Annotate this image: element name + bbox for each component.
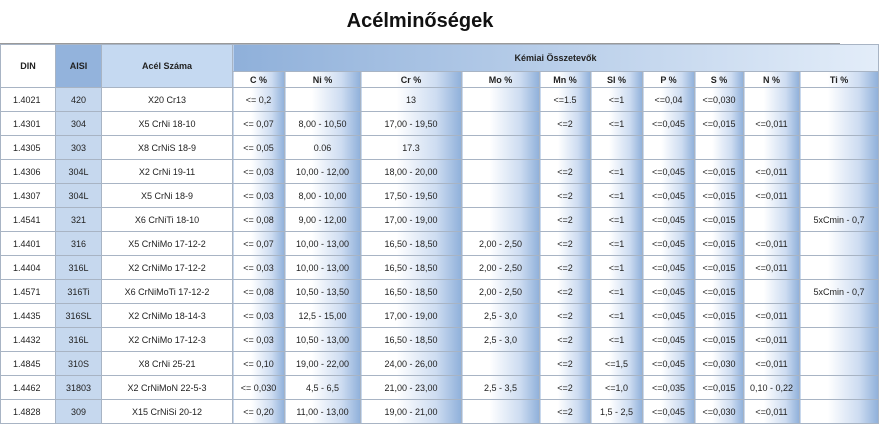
cell-p: <=0,045 xyxy=(643,304,695,328)
cell-ni: 10,00 - 13,00 xyxy=(285,256,361,280)
cell-mo xyxy=(462,184,540,208)
cell-si: <=1 xyxy=(591,256,643,280)
cell-ni: 10,00 - 13,00 xyxy=(285,232,361,256)
cell-cr: 21,00 - 23,00 xyxy=(361,376,462,400)
cell-cr: 16,50 - 18,50 xyxy=(361,280,462,304)
cell-si: <=1,5 xyxy=(591,352,643,376)
cell-cr: 17,00 - 19,00 xyxy=(361,304,462,328)
cell-si: <=1 xyxy=(591,232,643,256)
cell-n: <=0,011 xyxy=(744,304,800,328)
cell-mo xyxy=(462,88,540,112)
cell-ti: 5xCmin - 0,7 xyxy=(800,208,879,232)
cell-acel-szama: X15 CrNiSi 20-12 xyxy=(102,400,233,424)
cell-aisi: 316L xyxy=(56,328,102,352)
cell-ni: 10,00 - 12,00 xyxy=(285,160,361,184)
cell-acel-szama: X8 CrNi 25-21 xyxy=(102,352,233,376)
col-header-element: N % xyxy=(744,72,800,88)
col-header-element: SI % xyxy=(591,72,643,88)
cell-ti xyxy=(800,136,879,160)
cell-s: <=0,015 xyxy=(695,208,744,232)
cell-ti xyxy=(800,256,879,280)
cell-mn: <=1.5 xyxy=(540,88,591,112)
cell-c: <= 0,03 xyxy=(233,304,285,328)
cell-acel-szama: X5 CrNiMo 17-12-2 xyxy=(102,232,233,256)
cell-mn: <=2 xyxy=(540,184,591,208)
cell-s: <=0,015 xyxy=(695,256,744,280)
cell-cr: 17,50 - 19,50 xyxy=(361,184,462,208)
cell-ni: 0.06 xyxy=(285,136,361,160)
cell-si: <=1 xyxy=(591,328,643,352)
cell-acel-szama: X5 CrNi 18-10 xyxy=(102,112,233,136)
cell-aisi: 316L xyxy=(56,256,102,280)
cell-s: <=0,030 xyxy=(695,352,744,376)
cell-cr: 16,50 - 18,50 xyxy=(361,256,462,280)
cell-si xyxy=(591,136,643,160)
cell-p: <=0,045 xyxy=(643,328,695,352)
cell-acel-szama: X2 CrNiMoN 22-5-3 xyxy=(102,376,233,400)
cell-mn: <=2 xyxy=(540,160,591,184)
cell-mo xyxy=(462,352,540,376)
cell-ti xyxy=(800,232,879,256)
cell-aisi: 310S xyxy=(56,352,102,376)
cell-aisi: 316Ti xyxy=(56,280,102,304)
cell-n: <=0,011 xyxy=(744,400,800,424)
cell-aisi: 31803 xyxy=(56,376,102,400)
table-row xyxy=(1,184,879,208)
cell-si: 1,5 - 2,5 xyxy=(591,400,643,424)
col-header-aisi: AISI xyxy=(56,45,102,88)
cell-mn: <=2 xyxy=(540,304,591,328)
cell-ni: 10,50 - 13,50 xyxy=(285,280,361,304)
cell-mn: <=2 xyxy=(540,400,591,424)
cell-cr: 17.3 xyxy=(361,136,462,160)
cell-aisi: 303 xyxy=(56,136,102,160)
cell-ni: 8,00 - 10,00 xyxy=(285,184,361,208)
col-header-element: Mn % xyxy=(540,72,591,88)
cell-acel-szama: X2 CrNiMo 17-12-2 xyxy=(102,256,233,280)
cell-acel-szama: X20 Cr13 xyxy=(102,88,233,112)
cell-n xyxy=(744,208,800,232)
cell-mn xyxy=(540,136,591,160)
cell-ni: 19,00 - 22,00 xyxy=(285,352,361,376)
cell-din: 1.4845 xyxy=(1,352,56,376)
cell-s: <=0,015 xyxy=(695,376,744,400)
cell-din: 1.4432 xyxy=(1,328,56,352)
col-header-element: Ni % xyxy=(285,72,361,88)
cell-n xyxy=(744,88,800,112)
cell-s: <=0,015 xyxy=(695,112,744,136)
cell-c: <= 0,03 xyxy=(233,328,285,352)
cell-acel-szama: X5 CrNi 18-9 xyxy=(102,184,233,208)
cell-mo: 2,00 - 2,50 xyxy=(462,232,540,256)
cell-acel-szama: X2 CrNiMo 18-14-3 xyxy=(102,304,233,328)
cell-din: 1.4305 xyxy=(1,136,56,160)
cell-c: <= 0,03 xyxy=(233,160,285,184)
cell-n: <=0,011 xyxy=(744,232,800,256)
cell-acel-szama: X6 CrNiTi 18-10 xyxy=(102,208,233,232)
cell-cr: 16,50 - 18,50 xyxy=(361,328,462,352)
cell-acel-szama: X8 CrNiS 18-9 xyxy=(102,136,233,160)
cell-s: <=0,030 xyxy=(695,88,744,112)
cell-s: <=0,015 xyxy=(695,328,744,352)
col-header-din: DIN xyxy=(1,45,56,88)
cell-mo xyxy=(462,112,540,136)
cell-mo: 2,00 - 2,50 xyxy=(462,280,540,304)
cell-din: 1.4301 xyxy=(1,112,56,136)
table-row xyxy=(1,136,879,160)
col-header-acel-szama: Acél Száma xyxy=(102,45,233,88)
cell-n xyxy=(744,136,800,160)
cell-ti xyxy=(800,400,879,424)
cell-mn: <=2 xyxy=(540,232,591,256)
cell-p: <=0,045 xyxy=(643,280,695,304)
cell-aisi: 304L xyxy=(56,160,102,184)
cell-din: 1.4404 xyxy=(1,256,56,280)
cell-ti xyxy=(800,328,879,352)
cell-n: <=0,011 xyxy=(744,184,800,208)
cell-aisi: 304 xyxy=(56,112,102,136)
cell-cr: 17,00 - 19,50 xyxy=(361,112,462,136)
cell-aisi: 304L xyxy=(56,184,102,208)
cell-mo: 2,5 - 3,0 xyxy=(462,304,540,328)
cell-c: <= 0,03 xyxy=(233,184,285,208)
table-row xyxy=(1,88,879,112)
cell-si: <=1 xyxy=(591,280,643,304)
cell-n: <=0,011 xyxy=(744,352,800,376)
cell-ti xyxy=(800,88,879,112)
cell-s xyxy=(695,136,744,160)
col-header-element: C % xyxy=(233,72,285,88)
cell-s: <=0,015 xyxy=(695,232,744,256)
cell-si: <=1,0 xyxy=(591,376,643,400)
cell-p: <=0,045 xyxy=(643,160,695,184)
table-row xyxy=(1,112,879,136)
table-row xyxy=(1,232,879,256)
cell-aisi: 321 xyxy=(56,208,102,232)
cell-n: 0,10 - 0,22 xyxy=(744,376,800,400)
cell-din: 1.4828 xyxy=(1,400,56,424)
cell-mo: 2,00 - 2,50 xyxy=(462,256,540,280)
cell-ti xyxy=(800,352,879,376)
cell-c: <= 0,07 xyxy=(233,112,285,136)
cell-mn: <=2 xyxy=(540,112,591,136)
cell-mn: <=2 xyxy=(540,352,591,376)
cell-c: <= 0,05 xyxy=(233,136,285,160)
cell-c: <= 0,07 xyxy=(233,232,285,256)
cell-aisi: 420 xyxy=(56,88,102,112)
col-header-element: S % xyxy=(695,72,744,88)
col-header-element: Mo % xyxy=(462,72,540,88)
cell-din: 1.4541 xyxy=(1,208,56,232)
cell-s: <=0,030 xyxy=(695,400,744,424)
cell-mn: <=2 xyxy=(540,208,591,232)
cell-ni: 8,00 - 10,50 xyxy=(285,112,361,136)
cell-aisi: 316 xyxy=(56,232,102,256)
col-header-element: Ti % xyxy=(800,72,879,88)
cell-din: 1.4306 xyxy=(1,160,56,184)
cell-p: <=0,035 xyxy=(643,376,695,400)
cell-ni: 12,5 - 15,00 xyxy=(285,304,361,328)
cell-si: <=1 xyxy=(591,88,643,112)
cell-si: <=1 xyxy=(591,304,643,328)
cell-mo xyxy=(462,208,540,232)
cell-ti: 5xCmin - 0,7 xyxy=(800,280,879,304)
cell-mo: 2,5 - 3,0 xyxy=(462,328,540,352)
cell-p xyxy=(643,136,695,160)
cell-n: <=0,011 xyxy=(744,160,800,184)
cell-cr: 24,00 - 26,00 xyxy=(361,352,462,376)
table-row xyxy=(1,328,879,352)
cell-din: 1.4021 xyxy=(1,88,56,112)
cell-ni: 9,00 - 12,00 xyxy=(285,208,361,232)
cell-c: <= 0,030 xyxy=(233,376,285,400)
cell-n: <=0,011 xyxy=(744,256,800,280)
cell-ti xyxy=(800,304,879,328)
cell-aisi: 309 xyxy=(56,400,102,424)
table-row xyxy=(1,280,879,304)
cell-ti xyxy=(800,160,879,184)
cell-p: <=0,045 xyxy=(643,208,695,232)
cell-c: <= 0,03 xyxy=(233,256,285,280)
cell-mn: <=2 xyxy=(540,256,591,280)
cell-s: <=0,015 xyxy=(695,280,744,304)
cell-din: 1.4462 xyxy=(1,376,56,400)
cell-acel-szama: X2 CrNiMo 17-12-3 xyxy=(102,328,233,352)
cell-aisi: 316SL xyxy=(56,304,102,328)
table-row xyxy=(1,304,879,328)
cell-mn: <=2 xyxy=(540,328,591,352)
cell-ti xyxy=(800,376,879,400)
cell-n: <=0,011 xyxy=(744,328,800,352)
cell-p: <=0,045 xyxy=(643,400,695,424)
cell-cr: 16,50 - 18,50 xyxy=(361,232,462,256)
cell-mn: <=2 xyxy=(540,376,591,400)
cell-mo xyxy=(462,136,540,160)
cell-mo: 2,5 - 3,5 xyxy=(462,376,540,400)
cell-c: <= 0,08 xyxy=(233,280,285,304)
cell-p: <=0,045 xyxy=(643,232,695,256)
table-row xyxy=(1,256,879,280)
cell-acel-szama: X6 CrNiMoTi 17-12-2 xyxy=(102,280,233,304)
cell-mo xyxy=(462,160,540,184)
col-header-kemiai-osszetevok: Kémiai Összetevők xyxy=(233,45,879,72)
table-row xyxy=(1,160,879,184)
cell-din: 1.4307 xyxy=(1,184,56,208)
cell-p: <=0,045 xyxy=(643,352,695,376)
cell-din: 1.4401 xyxy=(1,232,56,256)
cell-si: <=1 xyxy=(591,160,643,184)
cell-cr: 19,00 - 21,00 xyxy=(361,400,462,424)
cell-si: <=1 xyxy=(591,184,643,208)
cell-ni: 11,00 - 13,00 xyxy=(285,400,361,424)
table-row xyxy=(1,208,879,232)
cell-p: <=0,045 xyxy=(643,184,695,208)
cell-ti xyxy=(800,112,879,136)
cell-ni xyxy=(285,88,361,112)
cell-cr: 13 xyxy=(361,88,462,112)
page-title: Acélminőségek xyxy=(0,0,840,44)
cell-n xyxy=(744,280,800,304)
cell-c: <= 0,2 xyxy=(233,88,285,112)
table-row xyxy=(1,376,879,400)
cell-mo xyxy=(462,400,540,424)
cell-si: <=1 xyxy=(591,208,643,232)
cell-acel-szama: X2 CrNi 19-11 xyxy=(102,160,233,184)
cell-p: <=0,045 xyxy=(643,256,695,280)
steel-grades-table xyxy=(0,44,879,424)
table-row xyxy=(1,400,879,424)
cell-cr: 18,00 - 20,00 xyxy=(361,160,462,184)
cell-ti xyxy=(800,184,879,208)
cell-si: <=1 xyxy=(591,112,643,136)
cell-s: <=0,015 xyxy=(695,184,744,208)
cell-n: <=0,011 xyxy=(744,112,800,136)
col-header-element: Cr % xyxy=(361,72,462,88)
cell-ni: 10,50 - 13,00 xyxy=(285,328,361,352)
cell-p: <=0,04 xyxy=(643,88,695,112)
cell-mn: <=2 xyxy=(540,280,591,304)
cell-ni: 4,5 - 6,5 xyxy=(285,376,361,400)
cell-din: 1.4571 xyxy=(1,280,56,304)
cell-c: <= 0,08 xyxy=(233,208,285,232)
cell-s: <=0,015 xyxy=(695,304,744,328)
cell-din: 1.4435 xyxy=(1,304,56,328)
cell-p: <=0,045 xyxy=(643,112,695,136)
cell-s: <=0,015 xyxy=(695,160,744,184)
cell-c: <= 0,10 xyxy=(233,352,285,376)
col-header-element: P % xyxy=(643,72,695,88)
cell-c: <= 0,20 xyxy=(233,400,285,424)
cell-cr: 17,00 - 19,00 xyxy=(361,208,462,232)
table-row xyxy=(1,352,879,376)
